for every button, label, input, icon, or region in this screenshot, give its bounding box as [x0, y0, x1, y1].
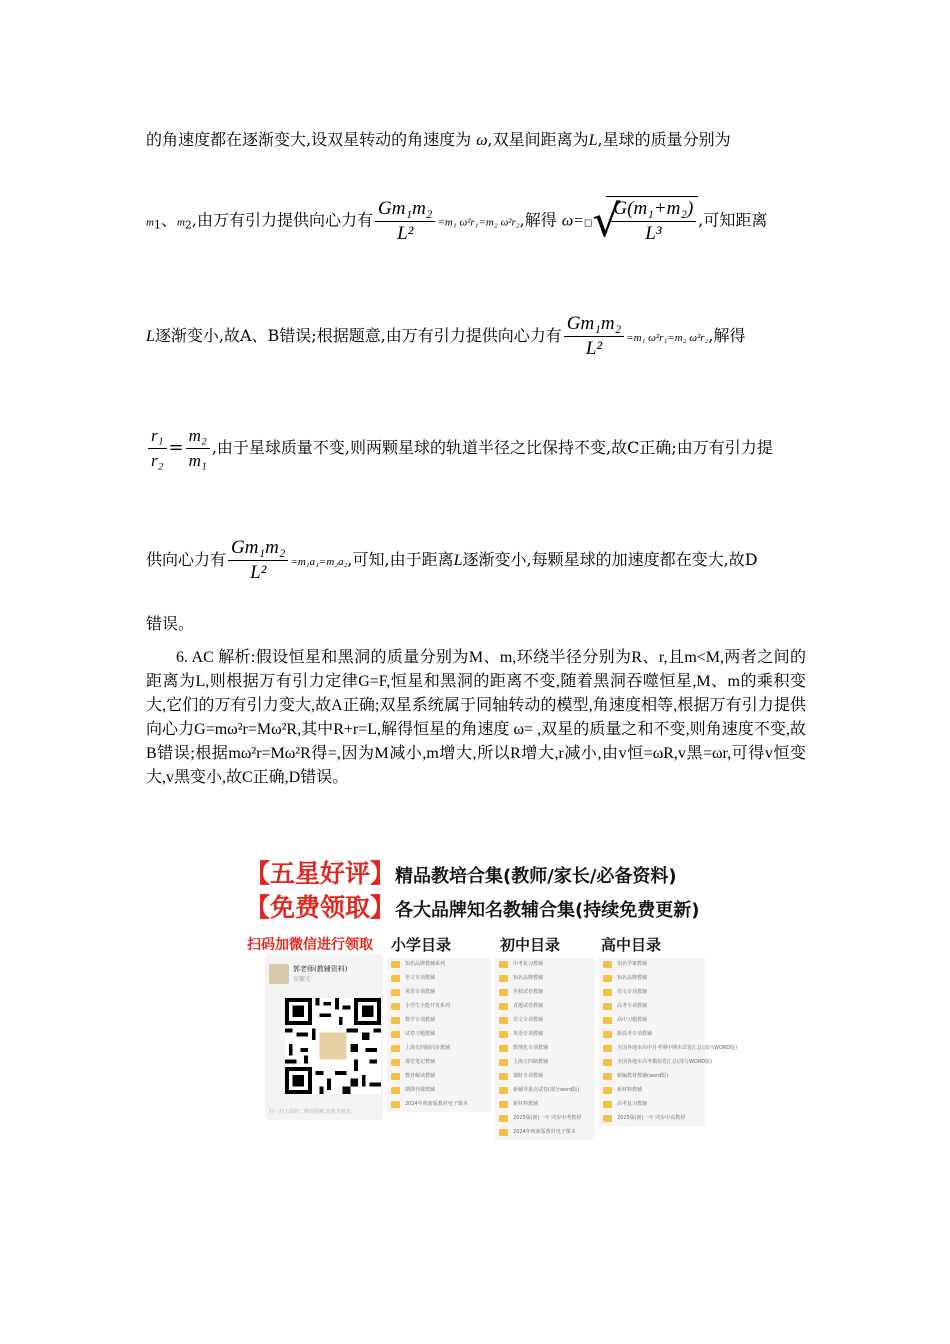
- fraction-denominator: m₁: [188, 451, 207, 470]
- radical-sign: √: [592, 196, 621, 247]
- folder-icon: [499, 1115, 508, 1122]
- folder-label: 课堂笔记教辅: [405, 1059, 436, 1065]
- equals-sign: =: [168, 437, 184, 458]
- text: ,解得: [519, 210, 557, 230]
- text: ,双星间距离为: [487, 130, 589, 149]
- catalog-folder[interactable]: [603, 1098, 705, 1112]
- fraction-numerator: m₂: [186, 424, 210, 449]
- catalog-folder[interactable]: [603, 986, 705, 1000]
- text: ,星球的质量分别为: [597, 130, 731, 149]
- answer-paragraph-6: 6. AC 解析:假设恒星和黑洞的质量分别为M、m,环绕半径分别为R、r,且m<M,两者之间的距离为L,则根据万有引力定律G=F,恒星和黑洞的距离不变,随着黑洞吞噬恒星,M、m的乘积变大,它们的万有引力变大,故A正确;双星系统属于同轴转动的模型,角速度相等,根据万有引力提供向心力G=mω²r=Mω²R,其中R+r=L,解得恒星的角速度 ω= ,双星的质量之和不变,则角速度不变,故B错误;根据mω²r=Mω²R得=,因为M减小,m增大,所以R增大,r减小,由v恒=ωR,v黑=ωr,可得v恒变大,v黑变小,故C正确,D错误。: [146, 649, 806, 786]
- scan-label: 扫码加微信进行领取: [247, 937, 373, 953]
- text: ,由万有引力提供向心力有: [191, 210, 374, 230]
- folder-icon: [603, 961, 612, 968]
- qr-footnote: 扫一扫上面的二维码图案,加我为朋友。: [269, 1109, 356, 1115]
- folder-icon: [391, 989, 400, 996]
- folder-icon: [391, 961, 400, 968]
- placeholder-box: □: [583, 218, 593, 229]
- folder-label: 数学专项教辅: [405, 1017, 436, 1023]
- folder-icon: [603, 1087, 612, 1094]
- catalog-folder[interactable]: [391, 1070, 491, 1084]
- folder-icon: [603, 1003, 612, 1010]
- folder-label: 高中习题教辅: [617, 1017, 648, 1023]
- equation: =m₁a₁=m₂a₂: [290, 556, 348, 568]
- text: 供向心力有: [146, 550, 227, 569]
- catalog-folder[interactable]: [391, 1098, 491, 1112]
- subscript: 1: [153, 218, 161, 232]
- folder-label: 小学生全能开发系列: [405, 1003, 451, 1009]
- folder-label: 上海五四制同步教辅: [405, 1045, 451, 1051]
- folder-icon: [499, 989, 508, 996]
- qr-code-icon: [285, 998, 381, 1094]
- promo-black-text: 各大品牌知名教辅合集(持续免费更新): [395, 900, 700, 921]
- catalog-folder[interactable]: [603, 1028, 705, 1042]
- folder-label: 知名学案教辅: [617, 961, 648, 967]
- fraction-denominator: L³: [645, 223, 662, 244]
- folder-label: 教材解读教辅: [405, 1073, 436, 1079]
- catalog-folder[interactable]: [499, 1098, 595, 1112]
- fraction-denominator: r₂: [151, 451, 164, 470]
- folder-icon: [499, 1073, 508, 1080]
- fraction-m2-m1: [186, 424, 210, 473]
- catalog-folder[interactable]: [391, 1042, 491, 1056]
- folder-label: 知名品牌教辅: [617, 975, 648, 981]
- catalog-folder[interactable]: [603, 1042, 738, 1056]
- high-catalog-title: 高中目录: [601, 936, 662, 954]
- folder-icon: [391, 1045, 400, 1052]
- middle-catalog-list: [495, 958, 595, 1140]
- folder-icon: [499, 1101, 508, 1108]
- catalog-folder[interactable]: [603, 972, 705, 986]
- catalog-folder[interactable]: [603, 1070, 705, 1084]
- fraction-sqrt: [610, 197, 696, 246]
- folder-icon: [391, 1059, 400, 1066]
- subscript: 2: [184, 218, 192, 232]
- fraction-numerator: Gm₁m₂: [228, 536, 288, 561]
- catalog-folder[interactable]: [499, 1028, 595, 1042]
- catalog-folder[interactable]: [499, 1084, 595, 1098]
- catalog-folder[interactable]: [391, 1084, 491, 1098]
- folder-label: 语文专项教辅: [405, 975, 436, 981]
- text: ,解得: [708, 326, 746, 345]
- folder-icon: [603, 1115, 612, 1122]
- omega-equals: ω=: [561, 212, 584, 230]
- folder-label: 知名品牌教辅系列: [405, 961, 446, 967]
- L-symbol: L: [146, 328, 155, 345]
- text: ,由于星球质量不变,则两颗星球的轨道半径之比保持不变,故C正确;由万有引力提: [211, 438, 773, 457]
- folder-icon: [499, 1059, 508, 1066]
- folder-icon: [603, 1073, 612, 1080]
- catalog-folder[interactable]: [499, 1112, 595, 1126]
- omega-symbol: ω: [476, 132, 488, 149]
- catalog-folder[interactable]: [391, 1000, 491, 1014]
- folder-label: 新编教材教辅(word版): [617, 1073, 669, 1079]
- folder-label: 中考复习教辅: [513, 961, 544, 967]
- folder-icon: [391, 1017, 400, 1024]
- text: 错误。: [146, 614, 195, 633]
- catalog-folder[interactable]: [603, 958, 705, 972]
- text: 、: [160, 210, 177, 230]
- catalog-folder[interactable]: [391, 986, 491, 1000]
- text-line-6: [146, 612, 810, 636]
- folder-label: 英语专项教辅: [513, 1031, 544, 1037]
- folder-icon: [499, 1045, 508, 1052]
- promo-black-text: 精品教培合集(教师/家长/必备资料): [395, 866, 677, 887]
- text: 逐渐变小,故A、B错误;根据题意,由万有引力提供向心力有: [154, 326, 562, 345]
- m1-symbol: m: [146, 216, 154, 229]
- text-line-3: [146, 312, 810, 361]
- fraction-gm1m2-l2: [228, 536, 288, 585]
- folder-label: 新高考专项教辅: [617, 1031, 653, 1037]
- folder-label: 高考专项教辅: [617, 1003, 648, 1009]
- folder-label: 名校试卷教辅: [513, 989, 544, 995]
- middle-catalog-title: 初中目录: [500, 936, 561, 954]
- text: ,可知,由于距离: [347, 550, 454, 569]
- avatar: [269, 964, 289, 984]
- square-root: [592, 196, 698, 246]
- fraction-denominator: L²: [250, 562, 267, 583]
- catalog-folder[interactable]: [499, 958, 595, 972]
- folder-icon: [499, 1031, 508, 1038]
- folder-icon: [603, 1031, 612, 1038]
- folder-icon: [603, 1017, 612, 1024]
- fraction-numerator: Gm₁m₂: [564, 312, 624, 337]
- promo-line-2: [245, 888, 699, 924]
- contact-location: 安徽芜: [293, 976, 312, 983]
- folder-icon: [603, 1045, 612, 1052]
- folder-label: 2024年秋新版教材电子课本: [405, 1101, 468, 1107]
- catalog-folder[interactable]: [603, 1014, 705, 1028]
- folder-label: 高考复习教辅: [617, 1101, 648, 1107]
- folder-icon: [391, 1031, 400, 1038]
- folder-label: 新材料教辅: [513, 1101, 539, 1107]
- L-symbol: L: [453, 552, 463, 569]
- folder-icon: [391, 1073, 400, 1080]
- folder-label: 语文专项教辅: [617, 989, 648, 995]
- folder-label: 新材料教辅: [617, 1087, 643, 1093]
- primary-catalog-title: 小学目录: [391, 936, 452, 954]
- promo-red-text: 【免费领取】: [245, 893, 396, 922]
- folder-label: 知名品牌教辅: [513, 975, 544, 981]
- text: ,可知距离: [698, 210, 768, 230]
- fraction-r1-r2: [148, 424, 167, 473]
- catalog-folder[interactable]: [499, 986, 595, 1000]
- fraction-gm1m2-l2: [375, 197, 435, 246]
- text-line-4: [146, 424, 810, 473]
- folder-label: 上海五四制教辅: [513, 1059, 549, 1065]
- folder-label: 2025版(新)一中 同步中高教材: [617, 1115, 686, 1121]
- folder-icon: [499, 975, 508, 982]
- high-catalog-list: [599, 958, 738, 1126]
- folder-icon: [391, 1087, 400, 1094]
- catalog-folder[interactable]: [499, 1014, 595, 1028]
- folder-icon: [499, 1003, 508, 1010]
- folder-icon: [499, 1087, 508, 1094]
- catalog-folder[interactable]: [391, 958, 491, 972]
- wechat-qr-card[interactable]: [265, 954, 383, 1120]
- folder-icon: [603, 1059, 612, 1066]
- folder-icon: [499, 961, 508, 968]
- text-line-2: [146, 196, 810, 246]
- fraction-denominator: L²: [397, 222, 414, 244]
- text-line-1: [146, 128, 810, 153]
- folder-icon: [391, 1101, 400, 1108]
- folder-icon: [499, 1017, 508, 1024]
- contact-name: 郭老师(教辅资料): [293, 965, 348, 973]
- folder-label: 数理化专项教辅: [513, 1045, 549, 1051]
- catalog-folder[interactable]: [603, 1056, 713, 1070]
- catalog-folder[interactable]: [499, 972, 595, 986]
- folder-icon: [603, 975, 612, 982]
- catalog-folder[interactable]: [391, 1056, 491, 1070]
- catalog-folder[interactable]: [603, 1000, 705, 1014]
- promo-red-text: 【五星好评】: [245, 859, 396, 888]
- equation: =m₁ ω²r₁=m₂ ω²r₂: [437, 216, 520, 229]
- catalog-folder[interactable]: [391, 972, 491, 986]
- folder-label: 2024年秋新版教材电子课本: [513, 1129, 576, 1135]
- catalog-folder[interactable]: [603, 1084, 705, 1098]
- catalog-folder[interactable]: [499, 1042, 595, 1056]
- catalog-folder[interactable]: [603, 1112, 705, 1126]
- fraction-numerator: Gm₁m₂: [375, 197, 435, 222]
- catalog-folder[interactable]: [391, 1028, 491, 1042]
- folder-icon: [391, 1003, 400, 1010]
- catalog-folder[interactable]: [391, 1014, 491, 1028]
- fraction-denominator: L²: [585, 338, 603, 359]
- promo-line-1: [245, 854, 677, 890]
- folder-icon: [603, 989, 612, 996]
- catalog-folder[interactable]: [499, 1070, 595, 1084]
- fraction-numerator: r₁: [148, 424, 167, 449]
- folder-label: 期期刊课教辅: [405, 1087, 436, 1093]
- catalog-folder[interactable]: [499, 1056, 595, 1070]
- folder-label: 2025版(新)一中 同步中考教材: [513, 1115, 582, 1121]
- folder-label: 英语专项教辅: [405, 989, 436, 995]
- folder-icon: [603, 1101, 612, 1108]
- folder-label: 课时专项教辅: [513, 1073, 544, 1079]
- folder-label: 全国各地市高考模拟卷汇总(部分WORD版): [617, 1059, 713, 1065]
- folder-label: 语文专项教辅: [513, 1017, 544, 1023]
- folder-label: 试卷习题教辅: [405, 1031, 436, 1037]
- equation: =m₁ ω²r₁=m₂ ω²r₂: [626, 332, 709, 344]
- folder-label: 新辅导重点试卷(部分word版): [513, 1087, 580, 1093]
- folder-icon: [391, 975, 400, 982]
- L-symbol: L: [588, 132, 598, 149]
- text-line-5: [146, 536, 810, 585]
- folder-label: 真题试卷教辅: [513, 1003, 544, 1009]
- folder-label: 全国各地市高中月考期中期末试卷汇总(部分WORD版): [617, 1045, 738, 1051]
- fraction-gm1m2-l2: [564, 312, 624, 361]
- text: 逐渐变小,每颗星球的加速度都在变大,故D: [462, 550, 758, 569]
- primary-catalog-list: [387, 958, 491, 1112]
- text: 的角速度都在逐渐变大,设双星转动的角速度为: [146, 130, 472, 149]
- catalog-folder[interactable]: [499, 1126, 595, 1140]
- fraction-numerator: G(m₁+m₂): [610, 197, 696, 222]
- folder-icon: [499, 1129, 508, 1136]
- catalog-folder[interactable]: [499, 1000, 595, 1014]
- promo-banner[interactable]: [245, 850, 738, 1135]
- m2-symbol: m: [176, 216, 185, 229]
